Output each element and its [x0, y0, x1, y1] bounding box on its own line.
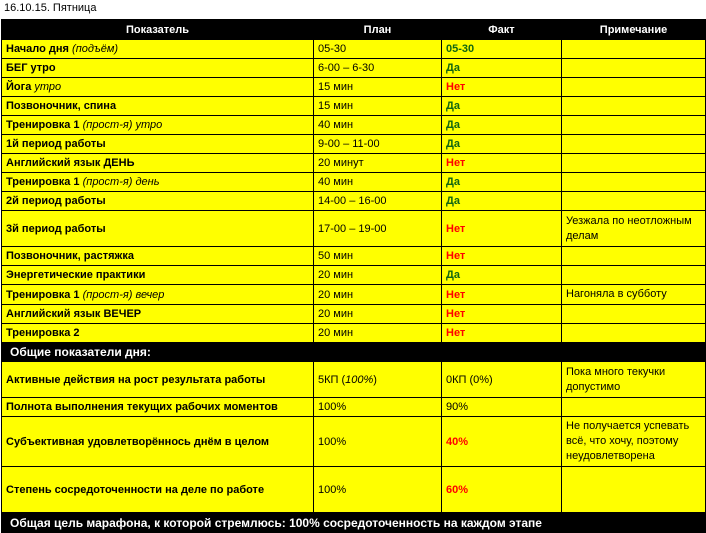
row-fact: Да	[442, 266, 562, 285]
row-plan: 15 мин	[314, 78, 442, 97]
row-note	[562, 266, 706, 285]
summary-note	[562, 398, 706, 417]
row-indicator: Английский язык ВЕЧЕР	[2, 305, 314, 324]
table-row	[2, 116, 706, 135]
column-header-plan: План	[314, 20, 442, 40]
summary-indicator: Субъективная удовлетворённось днём в целом	[2, 417, 314, 467]
row-note	[562, 40, 706, 59]
row-fact: Нет	[442, 154, 562, 173]
row-note	[562, 192, 706, 211]
row-plan: 14-00 – 16-00	[314, 192, 442, 211]
row-fact: Нет	[442, 285, 562, 305]
row-fact: 05-30	[442, 40, 562, 59]
row-note	[562, 59, 706, 78]
row-plan: 15 мин	[314, 97, 442, 116]
row-indicator: Энергетические практики	[2, 266, 314, 285]
row-plan: 50 мин	[314, 247, 442, 266]
tracker-table	[1, 19, 706, 533]
row-note	[562, 154, 706, 173]
summary-note: Пока много текучки допустимо	[562, 362, 706, 398]
row-fact: Да	[442, 173, 562, 192]
row-indicator: Тренировка 1 (прост-я) вечер	[2, 285, 314, 305]
row-indicator: Позвоночник, спина	[2, 97, 314, 116]
row-note: Уезжала по неотложным делам	[562, 211, 706, 247]
marathon-goal: Общая цель марафона, к которой стремлюсь: 100% сосредоточенность на каждом этапе	[2, 513, 706, 533]
row-fact: Нет	[442, 247, 562, 266]
row-note	[562, 173, 706, 192]
row-note	[562, 305, 706, 324]
row-fact: Нет	[442, 211, 562, 247]
table-row	[2, 247, 706, 266]
table-row	[2, 97, 706, 116]
summary-row	[2, 398, 706, 417]
row-plan: 17-00 – 19-00	[314, 211, 442, 247]
summary-plan: 100%	[314, 417, 442, 467]
row-indicator: Позвоночник, растяжка	[2, 247, 314, 266]
table-row	[2, 173, 706, 192]
row-indicator: 3й период работы	[2, 211, 314, 247]
column-header-note: Примечание	[562, 20, 706, 40]
column-header-fact: Факт	[442, 20, 562, 40]
row-indicator: Начало дня (подъём)	[2, 40, 314, 59]
row-fact: Да	[442, 135, 562, 154]
table-row	[2, 266, 706, 285]
row-indicator: 2й период работы	[2, 192, 314, 211]
row-note	[562, 324, 706, 343]
row-indicator: Йога утро	[2, 78, 314, 97]
row-indicator: Английский язык ДЕНЬ	[2, 154, 314, 173]
summary-indicator: Полнота выполнения текущих рабочих моментов	[2, 398, 314, 417]
row-fact: Да	[442, 59, 562, 78]
row-indicator: Тренировка 1 (прост-я) день	[2, 173, 314, 192]
row-plan: 20 минут	[314, 154, 442, 173]
summary-fact: 90%	[442, 398, 562, 417]
summary-fact: 60%	[442, 467, 562, 513]
row-plan: 20 мин	[314, 266, 442, 285]
row-note	[562, 116, 706, 135]
row-note	[562, 247, 706, 266]
row-plan: 20 мин	[314, 305, 442, 324]
row-fact: Нет	[442, 78, 562, 97]
row-plan: 6-00 – 6-30	[314, 59, 442, 78]
table-row	[2, 135, 706, 154]
summary-plan: 100%	[314, 398, 442, 417]
row-note	[562, 135, 706, 154]
section-header-row	[2, 343, 706, 362]
row-note	[562, 97, 706, 116]
summary-fact: 40%	[442, 417, 562, 467]
table-row	[2, 40, 706, 59]
row-indicator: 1й период работы	[2, 135, 314, 154]
row-note	[562, 78, 706, 97]
row-plan: 40 мин	[314, 116, 442, 135]
row-fact: Нет	[442, 305, 562, 324]
row-indicator: БЕГ утро	[2, 59, 314, 78]
table-row	[2, 154, 706, 173]
table-row	[2, 285, 706, 305]
row-fact: Да	[442, 116, 562, 135]
table-body	[2, 40, 706, 533]
summary-note	[562, 467, 706, 513]
row-plan: 05-30	[314, 40, 442, 59]
row-plan: 9-00 – 11-00	[314, 135, 442, 154]
table-header	[2, 20, 706, 40]
summary-row	[2, 467, 706, 513]
footer-row	[2, 513, 706, 533]
row-note: Нагоняла в субботу	[562, 285, 706, 305]
summary-fact: 0КП (0%)	[442, 362, 562, 398]
row-indicator: Тренировка 1 (прост-я) утро	[2, 116, 314, 135]
row-fact: Нет	[442, 324, 562, 343]
column-header-indicator: Показатель	[2, 20, 314, 40]
summary-indicator: Степень сосредоточенности на деле по работе	[2, 467, 314, 513]
summary-indicator: Активные действия на рост результата работы	[2, 362, 314, 398]
summary-note: Не получается успевать всё, что хочу, поэтому неудовлетворена	[562, 417, 706, 467]
summary-plan: 100%	[314, 467, 442, 513]
table-row	[2, 78, 706, 97]
row-plan: 40 мин	[314, 173, 442, 192]
summary-row	[2, 362, 706, 398]
row-plan: 20 мин	[314, 285, 442, 305]
row-fact: Да	[442, 192, 562, 211]
summary-plan: 5КП (100%)	[314, 362, 442, 398]
date-label: 16.10.15. Пятница	[0, 0, 706, 19]
table-row	[2, 59, 706, 78]
table-row	[2, 211, 706, 247]
table-row	[2, 324, 706, 343]
summary-row	[2, 417, 706, 467]
header-row	[2, 20, 706, 40]
row-indicator: Тренировка 2	[2, 324, 314, 343]
section-title: Общие показатели дня:	[2, 343, 706, 362]
table-row	[2, 192, 706, 211]
row-plan: 20 мин	[314, 324, 442, 343]
row-fact: Да	[442, 97, 562, 116]
table-row	[2, 305, 706, 324]
